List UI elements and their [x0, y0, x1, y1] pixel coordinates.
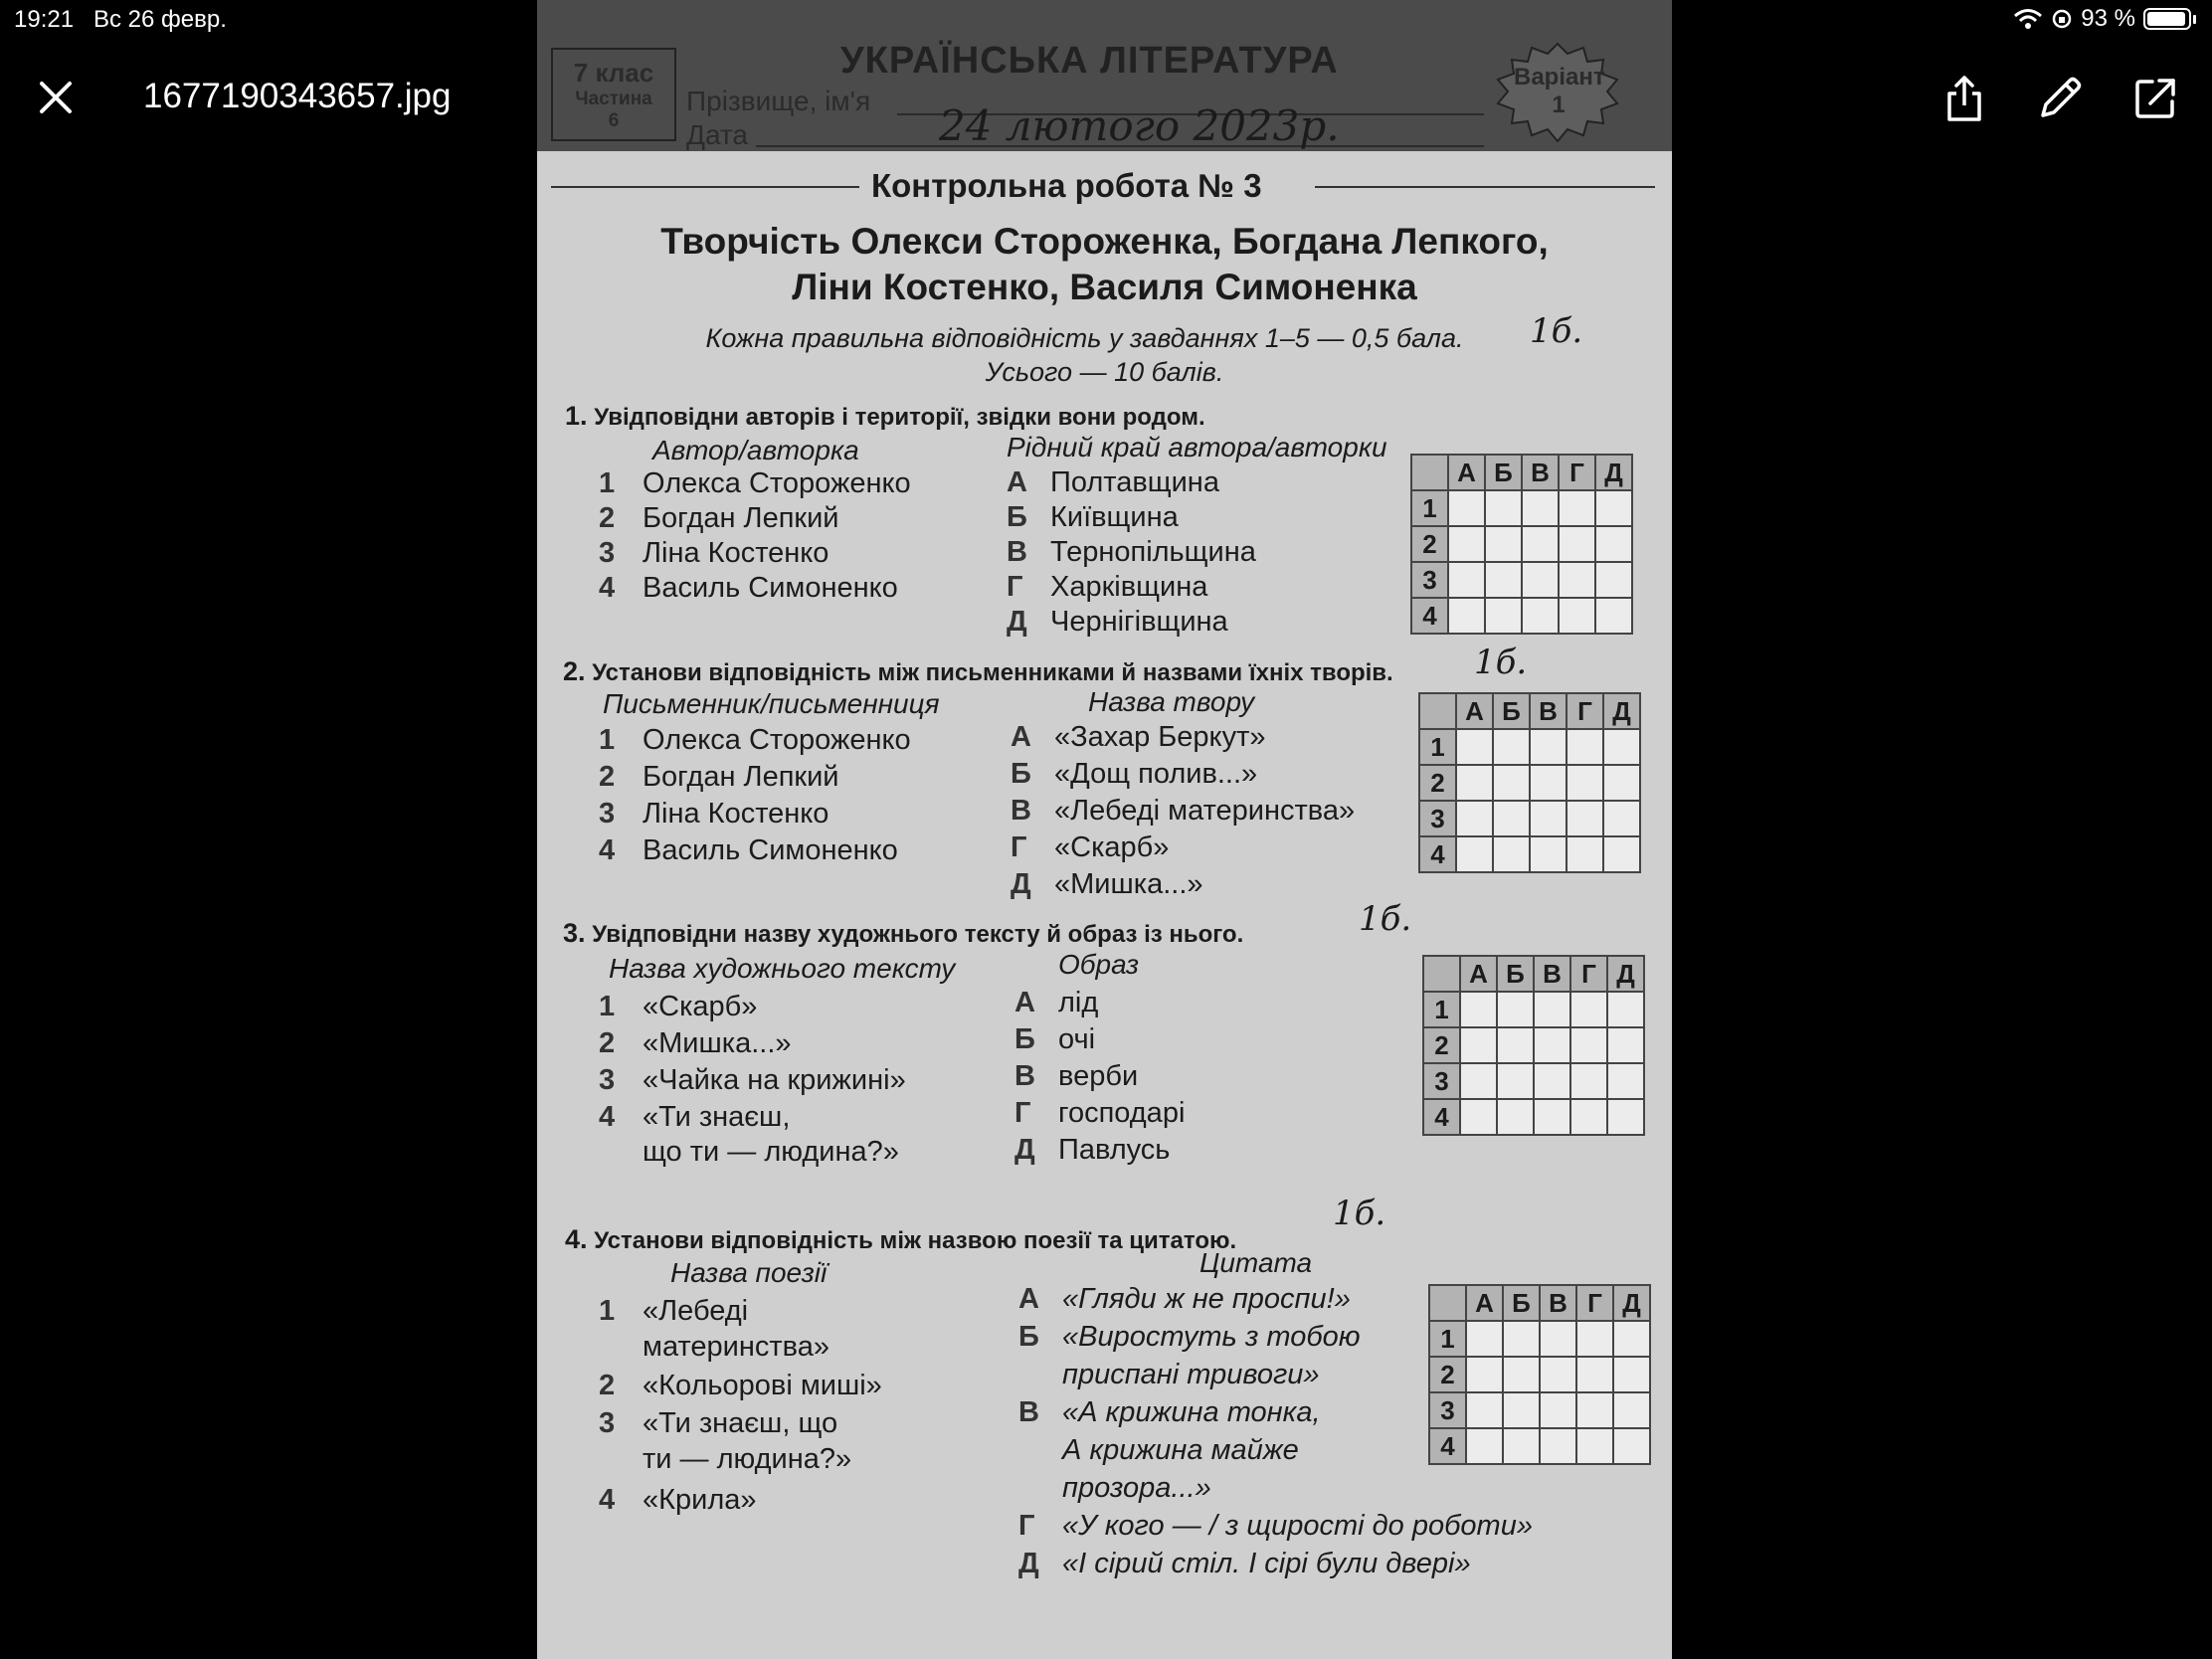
orientation-lock-icon [2051, 8, 2073, 30]
q3-left-item-3: 3 «Чайка на крижині» [599, 1064, 906, 1096]
grid-answer-cell[interactable] [1534, 1027, 1570, 1063]
grid-answer-cell[interactable] [1595, 526, 1632, 562]
q3-right-item-g: Г господарі [1014, 1097, 1186, 1129]
grid-col-header: В [1530, 693, 1567, 729]
grid-row-header: 4 [1423, 1099, 1460, 1135]
q2-right-item-b: Б «Дощ полив...» [1011, 758, 1258, 790]
grid-col-header: В [1534, 956, 1570, 992]
q4-left-item-3-cont: ти — людина?» [643, 1443, 852, 1475]
status-time: 19:21 [14, 6, 75, 33]
grid-answer-cell[interactable] [1503, 1392, 1540, 1428]
grid-answer-cell[interactable] [1522, 490, 1559, 526]
grid-answer-cell[interactable] [1603, 729, 1640, 765]
grid-answer-cell[interactable] [1595, 598, 1632, 634]
grid-answer-cell[interactable] [1559, 598, 1595, 634]
q2-right-item-g: Г «Скарб» [1011, 831, 1170, 863]
grid-answer-cell[interactable] [1503, 1357, 1540, 1392]
handwritten-mark-q2: 1б. [1474, 643, 1528, 682]
q1-right-item-d: Д Чернігівщина [1007, 606, 1228, 638]
q2-left-item-3: 3 Ліна Костенко [599, 798, 830, 830]
grid-answer-cell[interactable] [1485, 562, 1522, 598]
q2-answer-grid [1418, 692, 1641, 873]
grid-corner [1429, 1285, 1466, 1321]
grid-answer-cell[interactable] [1497, 1099, 1534, 1135]
grid-col-header: Д [1607, 956, 1644, 992]
q3-prompt: 3. Увідповідни назву художнього тексту й образ із нього. [563, 918, 1244, 948]
handwritten-mark-header: 1б. [1530, 311, 1583, 351]
grid-answer-cell[interactable] [1567, 765, 1603, 801]
grid-answer-cell[interactable] [1603, 801, 1640, 836]
grid-answer-cell[interactable] [1559, 526, 1595, 562]
grid-answer-cell[interactable] [1570, 1099, 1607, 1135]
handwritten-mark-q4: 1б. [1333, 1194, 1386, 1233]
grid-answer-cell[interactable] [1613, 1392, 1650, 1428]
grid-col-header: Б [1485, 455, 1522, 490]
q4-right-header: Цитата [1199, 1247, 1313, 1278]
document-photo [537, 0, 1672, 1659]
grid-answer-cell[interactable] [1607, 1099, 1644, 1135]
grid-answer-cell[interactable] [1567, 836, 1603, 872]
q3-right-item-a: А лід [1014, 987, 1099, 1018]
grid-col-header: Б [1493, 693, 1530, 729]
q3-left-item-4-cont: що ти — людина?» [643, 1136, 899, 1168]
q1-right-item-a: А Полтавщина [1007, 466, 1219, 498]
grid-answer-cell[interactable] [1567, 729, 1603, 765]
grid-answer-cell[interactable] [1485, 490, 1522, 526]
grid-answer-cell[interactable] [1534, 1099, 1570, 1135]
q4-right-item-v-cont-2: прозора...» [1062, 1472, 1211, 1504]
grid-answer-cell[interactable] [1448, 526, 1485, 562]
grid-answer-cell[interactable] [1522, 562, 1559, 598]
q4-right-item-d: Д «І сірий стіл. І сірі були двері» [1018, 1548, 1471, 1579]
grid-row-header: 1 [1411, 490, 1448, 526]
grid-row-header: 2 [1419, 765, 1456, 801]
test-title: Контрольна робота № 3 [871, 167, 1262, 204]
share-icon[interactable] [1937, 72, 1991, 125]
grid-answer-cell[interactable] [1570, 992, 1607, 1027]
grid-answer-cell[interactable] [1497, 992, 1534, 1027]
grid-answer-cell[interactable] [1534, 992, 1570, 1027]
grid-row-header: 2 [1411, 526, 1448, 562]
grid-answer-cell[interactable] [1576, 1392, 1613, 1428]
grid-answer-cell[interactable] [1613, 1428, 1650, 1464]
q1-right-header: Рідний край автора/авторки [1007, 432, 1387, 462]
grid-col-header: А [1466, 1285, 1503, 1321]
grid-row-header: 3 [1419, 801, 1456, 836]
q2-right-item-v: В «Лебеді материнства» [1011, 795, 1356, 827]
grid-answer-cell[interactable] [1530, 729, 1567, 765]
grid-answer-cell[interactable] [1448, 598, 1485, 634]
q2-right-header: Назва твору [1088, 686, 1255, 717]
q4-left-item-1: 1 «Лебеді [599, 1295, 749, 1327]
grid-answer-cell[interactable] [1493, 729, 1530, 765]
grid-answer-cell[interactable] [1576, 1357, 1613, 1392]
grid-row-header: 4 [1411, 598, 1448, 634]
q1-left-item-1: 1 Олекса Стороженко [599, 467, 911, 499]
q4-left-item-2: 2 «Кольорові миші» [599, 1370, 882, 1401]
q1-right-item-b: Б Київщина [1007, 501, 1179, 533]
grid-col-header: А [1460, 956, 1497, 992]
grid-answer-cell[interactable] [1570, 1027, 1607, 1063]
q4-left-item-4: 4 «Крила» [599, 1484, 757, 1516]
q4-right-item-a: А «Гляди ж не проспи!» [1018, 1283, 1351, 1315]
grid-answer-cell[interactable] [1497, 1027, 1534, 1063]
grid-col-header: Г [1559, 455, 1595, 490]
name-label: Прізвище, ім'я [686, 86, 871, 116]
grid-answer-cell[interactable] [1607, 1063, 1644, 1099]
main-title-line-2: Ліни Костенко, Василя Симоненка [792, 267, 1417, 307]
q4-right-item-v: В «А крижина тонка, [1018, 1396, 1321, 1428]
grid-answer-cell[interactable] [1595, 562, 1632, 598]
grid-row-header: 2 [1423, 1027, 1460, 1063]
q1-right-item-v: В Тернопільщина [1007, 536, 1256, 568]
grid-answer-cell[interactable] [1466, 1357, 1503, 1392]
grid-row-header: 1 [1429, 1321, 1466, 1357]
grid-col-header: Д [1595, 455, 1632, 490]
grid-row-header: 1 [1419, 729, 1456, 765]
grid-row-header: 1 [1423, 992, 1460, 1027]
grid-answer-cell[interactable] [1460, 992, 1497, 1027]
status-indicators [2013, 5, 2196, 33]
grid-row-header: 3 [1411, 562, 1448, 598]
grid-answer-cell[interactable] [1497, 1063, 1534, 1099]
grid-answer-cell[interactable] [1607, 1027, 1644, 1063]
q1-left-item-2: 2 Богдан Лепкий [599, 502, 839, 534]
grid-answer-cell[interactable] [1530, 765, 1567, 801]
grid-col-header: Б [1503, 1285, 1540, 1321]
grid-answer-cell[interactable] [1559, 562, 1595, 598]
part-label: Частина [575, 89, 652, 109]
grid-answer-cell[interactable] [1576, 1428, 1613, 1464]
q3-right-item-b: Б очі [1014, 1023, 1096, 1055]
scoring-note-1: Кожна правильна відповідність у завданнях 1–5 — 0,5 бала. [705, 323, 1464, 353]
grid-row-header: 3 [1429, 1392, 1466, 1428]
grid-answer-cell[interactable] [1460, 1027, 1497, 1063]
q4-right-item-b: Б «Виростуть з тобою [1018, 1321, 1361, 1353]
wifi-icon [2013, 7, 2043, 31]
q1-answer-grid [1410, 454, 1633, 635]
q1-right-item-g: Г Харківщина [1007, 571, 1208, 603]
date-label: Дата [686, 119, 749, 150]
grid-col-header: А [1456, 693, 1493, 729]
grid-row-header: 4 [1419, 836, 1456, 872]
grid-answer-cell[interactable] [1493, 801, 1530, 836]
q4-right-item-g: Г «У кого — / з щирості до роботи» [1018, 1510, 1533, 1542]
grade-label: 7 клас [573, 58, 654, 88]
grid-answer-cell[interactable] [1456, 729, 1493, 765]
grid-answer-cell[interactable] [1466, 1392, 1503, 1428]
grid-corner [1419, 693, 1456, 729]
q4-answer-grid [1428, 1284, 1651, 1465]
q3-right-item-d: Д Павлусь [1014, 1134, 1171, 1166]
grid-answer-cell[interactable] [1485, 526, 1522, 562]
status-date: Вс 26 февр. [93, 6, 227, 33]
q2-left-item-4: 4 Василь Симоненко [599, 834, 898, 866]
grid-col-header: Г [1570, 956, 1607, 992]
grid-answer-cell[interactable] [1456, 765, 1493, 801]
scoring-note-2: Усього — 10 балів. [985, 357, 1224, 387]
handwritten-mark-q3: 1б. [1359, 899, 1412, 939]
q1-prompt: 1. Увідповідни авторів і території, звідки вони родом. [565, 401, 1205, 431]
grid-answer-cell[interactable] [1534, 1063, 1570, 1099]
grid-col-header: Д [1603, 693, 1640, 729]
q4-left-item-1-cont: материнства» [643, 1331, 830, 1363]
grid-row-header: 3 [1423, 1063, 1460, 1099]
handwritten-date: 24 лютого 2023р. [939, 101, 1340, 150]
q3-left-item-2: 2 «Мишка...» [599, 1027, 792, 1059]
grid-answer-cell[interactable] [1540, 1357, 1576, 1392]
grid-corner [1423, 956, 1460, 992]
grid-col-header: Б [1497, 956, 1534, 992]
grid-answer-cell[interactable] [1448, 562, 1485, 598]
q2-left-item-2: 2 Богдан Лепкий [599, 761, 839, 793]
q3-answer-grid [1422, 955, 1645, 1136]
q2-right-item-a: А «Захар Беркут» [1011, 721, 1266, 753]
grid-col-header: В [1522, 455, 1559, 490]
grid-answer-cell[interactable] [1466, 1428, 1503, 1464]
grid-answer-cell[interactable] [1485, 598, 1522, 634]
grid-answer-cell[interactable] [1613, 1357, 1650, 1392]
q2-left-header: Письменник/письменниця [603, 688, 940, 719]
pencil-icon[interactable] [2033, 72, 2087, 125]
grid-col-header: В [1540, 1285, 1576, 1321]
grid-answer-cell[interactable] [1530, 836, 1567, 872]
grid-answer-cell[interactable] [1448, 490, 1485, 526]
q3-right-item-v: В верби [1014, 1060, 1139, 1092]
q3-left-header: Назва художнього тексту [609, 953, 956, 984]
grid-answer-cell[interactable] [1595, 490, 1632, 526]
grid-answer-cell[interactable] [1460, 1099, 1497, 1135]
grid-answer-cell[interactable] [1540, 1428, 1576, 1464]
subject-title: УКРАЇНСЬКА ЛІТЕРАТУРА [840, 40, 1339, 82]
grade-box [551, 48, 676, 141]
q4-right-item-v-cont-1: А крижина майже [1062, 1434, 1299, 1466]
grid-answer-cell[interactable] [1456, 801, 1493, 836]
grid-col-header: А [1448, 455, 1485, 490]
grid-answer-cell[interactable] [1466, 1321, 1503, 1357]
battery-icon [2143, 8, 2191, 30]
q1-left-header: Автор/авторка [652, 435, 859, 465]
grid-col-header: Г [1567, 693, 1603, 729]
grid-answer-cell[interactable] [1603, 765, 1640, 801]
grid-answer-cell[interactable] [1530, 801, 1567, 836]
q4-prompt: 4. Установи відповідність між назвою поезії та цитатою. [565, 1224, 1237, 1254]
title-rule-right [1315, 186, 1655, 188]
q3-right-header: Образ [1058, 949, 1140, 980]
grid-answer-cell[interactable] [1540, 1392, 1576, 1428]
grid-answer-cell[interactable] [1522, 598, 1559, 634]
grid-answer-cell[interactable] [1493, 836, 1530, 872]
variant-number: 1 [1552, 92, 1566, 118]
q1-left-item-4: 4 Василь Симоненко [599, 572, 898, 604]
grid-corner [1411, 455, 1448, 490]
grid-row-header: 4 [1429, 1428, 1466, 1464]
q1-left-item-3: 3 Ліна Костенко [599, 537, 830, 569]
grid-answer-cell[interactable] [1570, 1063, 1607, 1099]
grid-answer-cell[interactable] [1603, 836, 1640, 872]
grid-answer-cell[interactable] [1576, 1321, 1613, 1357]
q4-left-item-3: 3 «Ти знаєш, що [599, 1407, 838, 1439]
grid-col-header: Д [1613, 1285, 1650, 1321]
battery-percent: 93 % [2081, 5, 2135, 32]
title-rule-left [551, 186, 859, 188]
grid-answer-cell[interactable] [1456, 836, 1493, 872]
q2-left-item-1: 1 Олекса Стороженко [599, 724, 911, 756]
q3-left-item-4: 4 «Ти знаєш, [599, 1101, 791, 1133]
grid-col-header: Г [1576, 1285, 1613, 1321]
grid-answer-cell[interactable] [1522, 526, 1559, 562]
q4-left-header: Назва поезії [670, 1257, 828, 1288]
grid-answer-cell[interactable] [1559, 490, 1595, 526]
q4-right-item-b-cont: приспані тривоги» [1062, 1359, 1320, 1390]
grid-answer-cell[interactable] [1493, 765, 1530, 801]
battery-nub [2193, 15, 2196, 24]
grid-row-header: 2 [1429, 1357, 1466, 1392]
q2-right-item-d: Д «Мишка...» [1011, 868, 1203, 900]
variant-label: Варіант [1514, 64, 1605, 91]
q2-prompt: 2. Установи відповідність між письменниками й назвами їхніх творів. [563, 656, 1393, 686]
grid-answer-cell[interactable] [1503, 1321, 1540, 1357]
grid-answer-cell[interactable] [1460, 1063, 1497, 1099]
grid-answer-cell[interactable] [1607, 992, 1644, 1027]
open-external-icon[interactable] [2128, 72, 2182, 125]
file-name: 1677190343657.jpg [143, 77, 452, 115]
grid-answer-cell[interactable] [1613, 1321, 1650, 1357]
q3-left-item-1: 1 «Скарб» [599, 991, 758, 1022]
part-number: 6 [608, 110, 620, 131]
grid-answer-cell[interactable] [1567, 801, 1603, 836]
main-title-line-1: Творчість Олекси Стороженка, Богдана Лепкого, [660, 221, 1549, 262]
grid-answer-cell[interactable] [1540, 1321, 1576, 1357]
grid-answer-cell[interactable] [1503, 1428, 1540, 1464]
close-icon[interactable] [34, 76, 78, 119]
